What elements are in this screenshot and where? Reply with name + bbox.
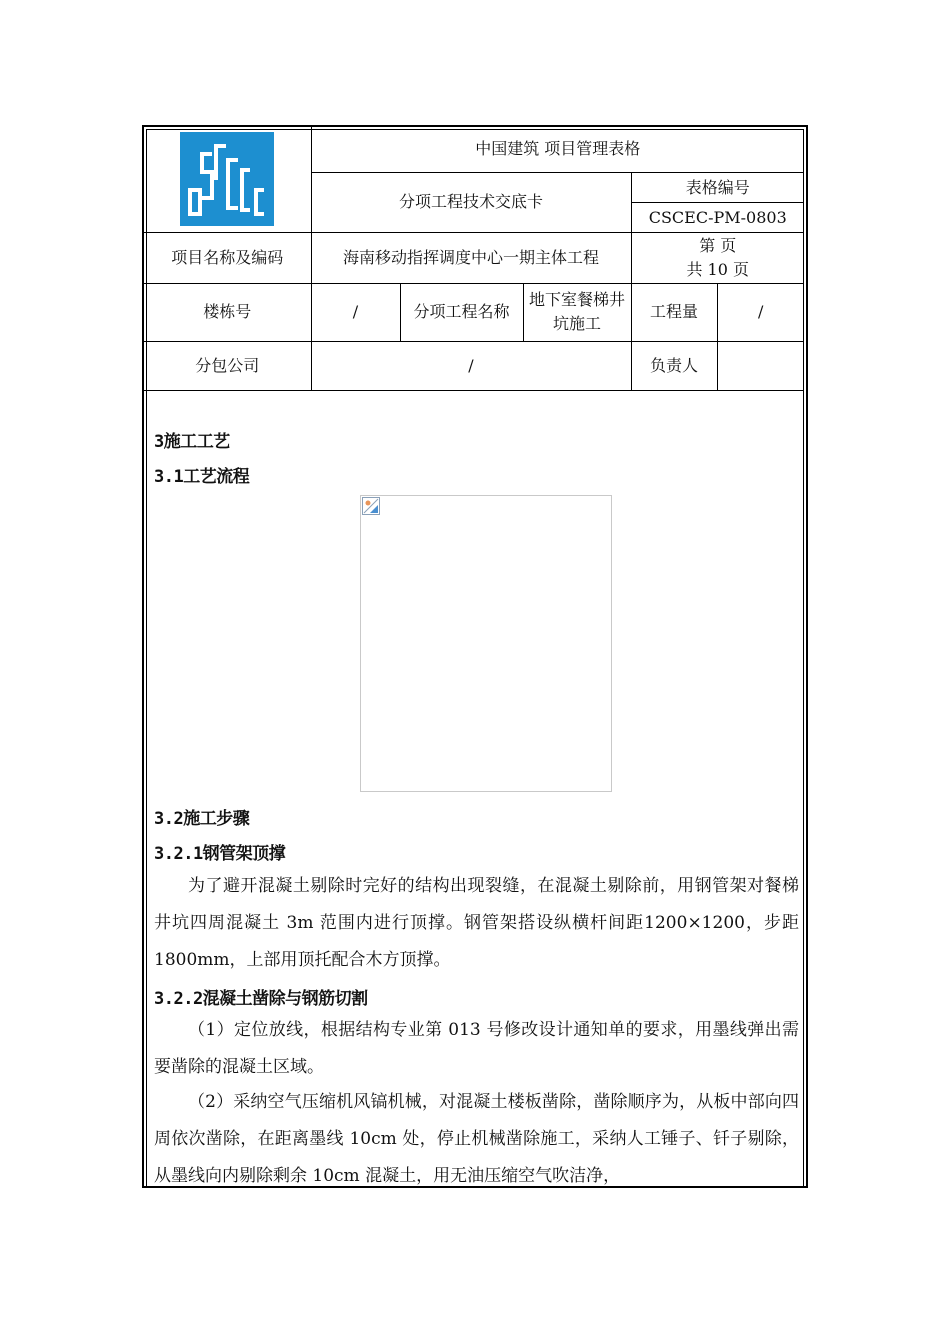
header-table: [144, 127, 804, 391]
process-flow-image: [360, 495, 612, 792]
card-title: 分项工程技术交底卡: [311, 172, 631, 232]
section-heading-3: 3施工工艺: [154, 432, 230, 452]
paragraph-3-2-2-step1: （1）定位放线，根据结构专业第 013 号修改设计通知单的要求，用墨线弹出需要凿除的混凝土区域。: [154, 1020, 799, 1077]
section-heading-3-2-2: 3.2.2混凝土凿除与钢筋切割: [154, 989, 368, 1009]
cscec-logo: [180, 132, 274, 226]
logo-cell: [144, 127, 311, 232]
broken-image-icon: [362, 497, 380, 515]
project-label: 项目名称及编码: [144, 232, 311, 283]
form-number-cell: [631, 172, 804, 232]
subcontractor-value: /: [311, 341, 631, 390]
project-name: 海南移动指挥调度中心一期主体工程: [311, 232, 631, 283]
subitem-value: 地下室餐梯井坑施工: [523, 283, 631, 341]
total-pages: 共 10 页: [686, 259, 750, 279]
building-label: 楼栋号: [144, 283, 311, 341]
paragraph-3-2-2-step2: （2）采纳空气压缩机风镐机械，对混凝土楼板凿除，凿除顺序为，从板中部向四周依次凿除，在距离墨线 10cm 处，停止机械凿除施工，采纳人工锤子、钎子剔除，从墨线向内剔除剩余 10cm 混凝土，用无油压缩空气吹洁净，: [154, 1092, 799, 1186]
responsible-label: 负责人: [631, 341, 717, 390]
page-number: 第 页: [699, 235, 737, 255]
responsible-value: [717, 341, 804, 390]
building-value: /: [311, 283, 400, 341]
paragraph-3-2-1: 为了避开混凝土剔除时完好的结构出现裂缝，在混凝土剔除前，用钢管架对餐梯井坑四周混凝土 3m 范围内进行顶撑。钢管架搭设纵横杆间距1200×1200，步距 1800mm，上部用顶托配合木方顶撑。: [154, 876, 799, 970]
page-info-cell: [631, 232, 804, 283]
quantity-label: 工程量: [631, 283, 717, 341]
subitem-label: 分项工程名称: [400, 283, 523, 341]
section-heading-3-1: 3.1工艺流程: [154, 467, 250, 487]
document-frame: [142, 125, 808, 1188]
subcontractor-label: 分包公司: [144, 341, 311, 390]
org-title: 中国建筑 项目管理表格: [311, 127, 804, 172]
form-number-label: 表格编号: [632, 173, 805, 203]
section-heading-3-2: 3.2施工步骤: [154, 809, 250, 829]
form-number: CSCEC-PM-0803: [648, 207, 787, 227]
quantity-value: /: [717, 283, 804, 341]
section-heading-3-2-1: 3.2.1钢管架顶撑: [154, 844, 286, 864]
